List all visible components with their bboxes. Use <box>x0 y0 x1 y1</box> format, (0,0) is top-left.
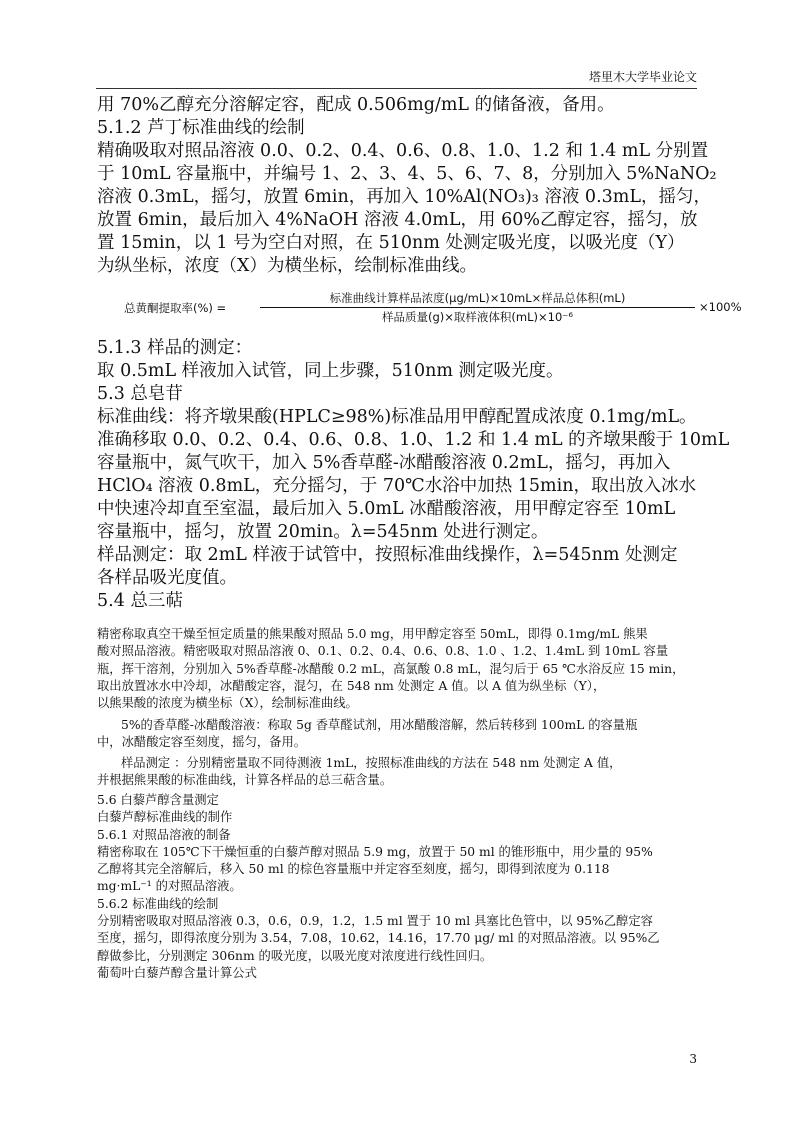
text-line: 样品测定 ：分别精密量取不同待测液 1mL，按照标准曲线的方法在 548 nm 处测定 A 值， <box>121 756 622 770</box>
text-line: 并根据熊果酸的标准曲线，计算各样品的总三萜含量。 <box>97 773 393 788</box>
text-line: 乙醇将其完全溶解后，移入 50 ml 的棕色容量瓶中并定容至刻度，摇匀，即得到浓度为 0.118 <box>97 862 610 877</box>
section-text-block-2 <box>97 337 730 613</box>
text-line: 样品测定：取 2mL 样液于试管中，按照标准曲线操作，λ=545nm 处测定 <box>97 545 678 565</box>
text-line: 精密称取真空干燥至恒定质量的熊果酸对照品 5.0 mg，用甲醇定容至 50mL，即得 0.1mg/mL 熊果 <box>97 627 648 641</box>
text-line: 于 10mL 容量瓶中，并编号 1、2、3、4、5、6、7、8，分别加入 5%NaNO₂ <box>97 164 717 184</box>
text-line: 葡萄叶白藜芦醇含量计算公式 <box>97 965 257 980</box>
formula-label: 总黄酮提取率(%) = <box>124 301 227 315</box>
vanillin-solution-paragraph <box>97 717 697 752</box>
text-line: HClO₄ 溶液 0.8mL，充分摇匀，于 70℃水浴中加热 15min，取出放入冰水 <box>97 476 696 496</box>
text-line: 为纵坐标，浓度（X）为横坐标，绘制标准曲线。 <box>97 256 477 276</box>
text-line: 置 15min，以 1 号为空白对照，在 510nm 处测定吸光度，以吸光度（Y） <box>97 233 685 253</box>
section-heading: 5.1.2 芦丁标准曲线的绘制 <box>97 118 305 138</box>
text-line: 5%的香草醛-冰醋酸溶液：称取 5g 香草醛试剂，用冰醋酸溶解，然后转移到 100mL 的容量瓶 <box>121 718 638 732</box>
text-line: 放置 6min，最后加入 4%NaOH 溶液 4.0mL，用 60%乙醇定容，摇匀，放 <box>97 210 698 230</box>
text-line: 准确移取 0.0、0.2、0.4、0.6、0.8、1.0、1.2 和 1.4 mL 的齐墩果酸于 10mL <box>97 430 730 450</box>
text-line: 以熊果酸的浓度为横坐标（X），绘制标准曲线。 <box>97 696 358 711</box>
section-heading: 5.3 总皂苷 <box>97 384 183 404</box>
section-heading: 5.6 白藜芦醇含量测定 <box>97 793 219 807</box>
text-line: 取 0.5mL 样液加入试管，同上步骤，510nm 测定吸光度。 <box>97 361 564 381</box>
text-line: 瓶，挥干溶剂，分别加入 5%香草醛-冰醋酸 0.2 mL，高氯酸 0.8 mL，混匀后于 65 ℃水浴反应 15 min， <box>97 661 685 676</box>
running-header: 塔里木大学毕业论文 <box>588 70 697 84</box>
section-heading: 5.1.3 样品的测定： <box>97 338 253 358</box>
formula-multiplier: ×100% <box>699 300 742 314</box>
text-line: 中快速冷却直至室温，最后加入 5.0mL 冰醋酸溶液，用甲醇定容至 10mL <box>97 499 676 519</box>
text-line: 各样品吸光度值。 <box>97 568 237 588</box>
text-line: 精密称取在 105℃下干燥恒重的白藜芦醇对照品 5.9 mg，放置于 50 ml 的锥形瓶中，用少量的 95% <box>97 844 653 859</box>
triterpene-sample-paragraph <box>97 755 697 790</box>
fraction-bar <box>260 307 695 308</box>
text-line: 至度，摇匀，即得浓度分别为 3.54，7.08，10.62，14.16，17.70 μg/ ml 的对照品溶液。以 95%乙 <box>97 931 660 946</box>
text-line: 用 70%乙醇充分溶解定容，配成 0.506mg/mL 的储备液，备用。 <box>97 95 615 115</box>
subsection-heading: 白藜芦醇标准曲线的制作 <box>97 810 233 825</box>
text-line: 容量瓶中，摇匀，放置 20min。λ=545nm 处进行测定。 <box>97 522 549 542</box>
formula-denominator: 样品质量(g)×取样液体积(mL)×10⁻⁶ <box>382 310 573 324</box>
text-line: 醇做参比，分别测定 306nm 的吸光度，以吸光度对浓度进行线性回归。 <box>97 948 493 963</box>
formula-numerator: 标准曲线计算样品浓度(μg/mL)×10mL×样品总体积(mL) <box>329 291 626 305</box>
text-line: 溶液 0.3mL，摇匀，放置 6min，再加入 10%Al(NO₃)₃ 溶液 0.3mL，摇匀， <box>97 187 711 207</box>
section-heading: 5.4 总三萜 <box>97 591 183 611</box>
text-line: mg·mL⁻¹ 的对照品溶液。 <box>97 879 242 894</box>
text-line: 酸对照品溶液。精密吸取对照品溶液 0、0.1、0.2、0.4、0.6、0.8、1.0 、1.2、1.4mL 到 10mL 容量 <box>97 644 669 659</box>
text-line: 取出放置冰水中冷却，冰醋酸定容，混匀，在 548 nm 处测定 A 值。以 A 值为纵坐标（Y）， <box>97 678 606 693</box>
text-line: 精确吸取对照品溶液 0.0、0.2、0.4、0.6、0.8、1.0、1.2 和 1.4 mL 分别置 <box>97 141 709 161</box>
subsection-heading: 5.6.2 标准曲线的绘制 <box>97 896 219 911</box>
resveratrol-section <box>97 792 697 982</box>
text-line: 容量瓶中，氮气吹干，加入 5%香草醛-冰醋酸溶液 0.2mL，摇匀，再加入 <box>97 453 671 473</box>
triterpene-standard-curve-paragraph <box>97 626 697 712</box>
subsection-heading: 5.6.1 对照品溶液的制备 <box>97 827 231 842</box>
extraction-rate-formula <box>124 290 742 324</box>
header-rule <box>96 88 697 89</box>
formula-fraction <box>260 290 695 325</box>
text-line: 中，冰醋酸定容至刻度，摇匀，备用。 <box>97 735 307 750</box>
section-text-block-1 <box>97 94 717 278</box>
text-line: 标准曲线：将齐墩果酸(HPLC≥98%)标准品用甲醇配置成浓度 0.1mg/mL。 <box>97 407 697 427</box>
page-number: 3 <box>689 1052 697 1066</box>
text-line: 分别精密吸取对照品溶液 0.3，0.6，0.9，1.2，1.5 ml 置于 10 ml 具塞比色管中，以 95%乙醇定容 <box>97 914 653 929</box>
